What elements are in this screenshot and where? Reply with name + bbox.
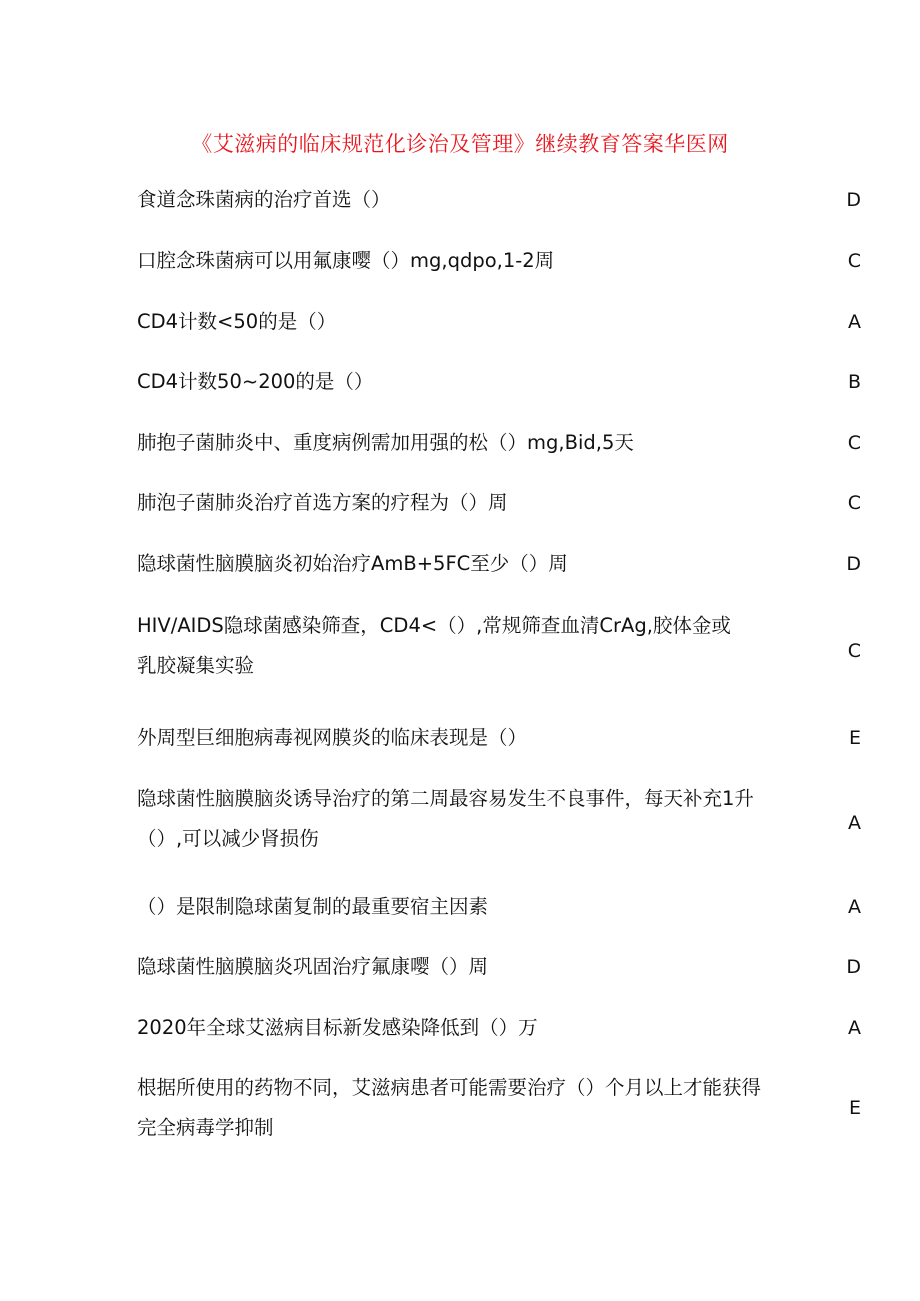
answer-14: E [848, 1097, 861, 1119]
question-8-line-1: HIV/AIDS隐球菌感染筛查，CD4<（）,常规筛查血清CrAg,胶体金或 [137, 614, 731, 637]
question-8-line-2: 乳胶凝集实验 [137, 654, 255, 677]
answer-6: C [847, 492, 861, 514]
question-7: 隐球菌性脑膜脑炎初始治疗AmB+5FC至少（）周 [137, 552, 568, 575]
answer-13: A [848, 1017, 861, 1039]
answer-5: C [847, 432, 861, 454]
question-9: 外周型巨细胞病毒视网膜炎的临床表现是（） [137, 726, 528, 749]
question-10 [137, 787, 797, 851]
question-10-line-1: 隐球菌性脑膜脑炎诱导治疗的第二周最容易发生不良事件，每天补充1升 [137, 787, 754, 810]
answer-8: C [847, 640, 861, 662]
question-6: 肺泡子菌肺炎治疗首选方案的疗程为（）周 [137, 491, 508, 514]
question-8 [137, 614, 797, 678]
document-title: 《艾滋病的临床规范化诊治及管理》继续教育答案华医网 [191, 132, 729, 156]
question-5: 肺抱子菌肺炎中、重度病例需加用强的松（）mg,Bid,5天 [137, 431, 634, 454]
question-12: 隐球菌性脑膜脑炎巩固治疗氟康嘤（）周 [137, 955, 489, 978]
answer-11: A [848, 896, 861, 918]
question-4: CD4计数50~200的是（） [137, 370, 374, 393]
question-14 [137, 1076, 797, 1140]
question-14-line-1: 根据所使用的药物不同，艾滋病患者可能需要治疗（）个月以上才能获得 [137, 1076, 762, 1099]
answer-1: D [846, 189, 861, 211]
question-14-line-2: 完全病毒学抑制 [137, 1116, 274, 1139]
question-2: 口腔念珠菌病可以用氟康嘤（）mg,qdpo,1-2周 [137, 249, 555, 272]
answer-7: D [846, 553, 861, 575]
answer-2: C [847, 250, 861, 272]
answer-9: E [848, 727, 861, 749]
question-10-line-2: （）,可以减少肾损伤 [137, 827, 319, 850]
question-11: （）是限制隐球菌复制的最重要宿主因素 [137, 895, 489, 918]
question-1: 食道念珠菌病的治疗首选（） [137, 188, 391, 211]
answer-3: A [848, 311, 861, 333]
question-3: CD4计数<50的是（） [137, 310, 337, 333]
question-13: 2020年全球艾滋病目标新发感染降低到（）万 [137, 1016, 538, 1039]
answer-12: D [846, 956, 861, 978]
answer-10: A [848, 812, 861, 834]
answer-4: B [847, 371, 861, 393]
